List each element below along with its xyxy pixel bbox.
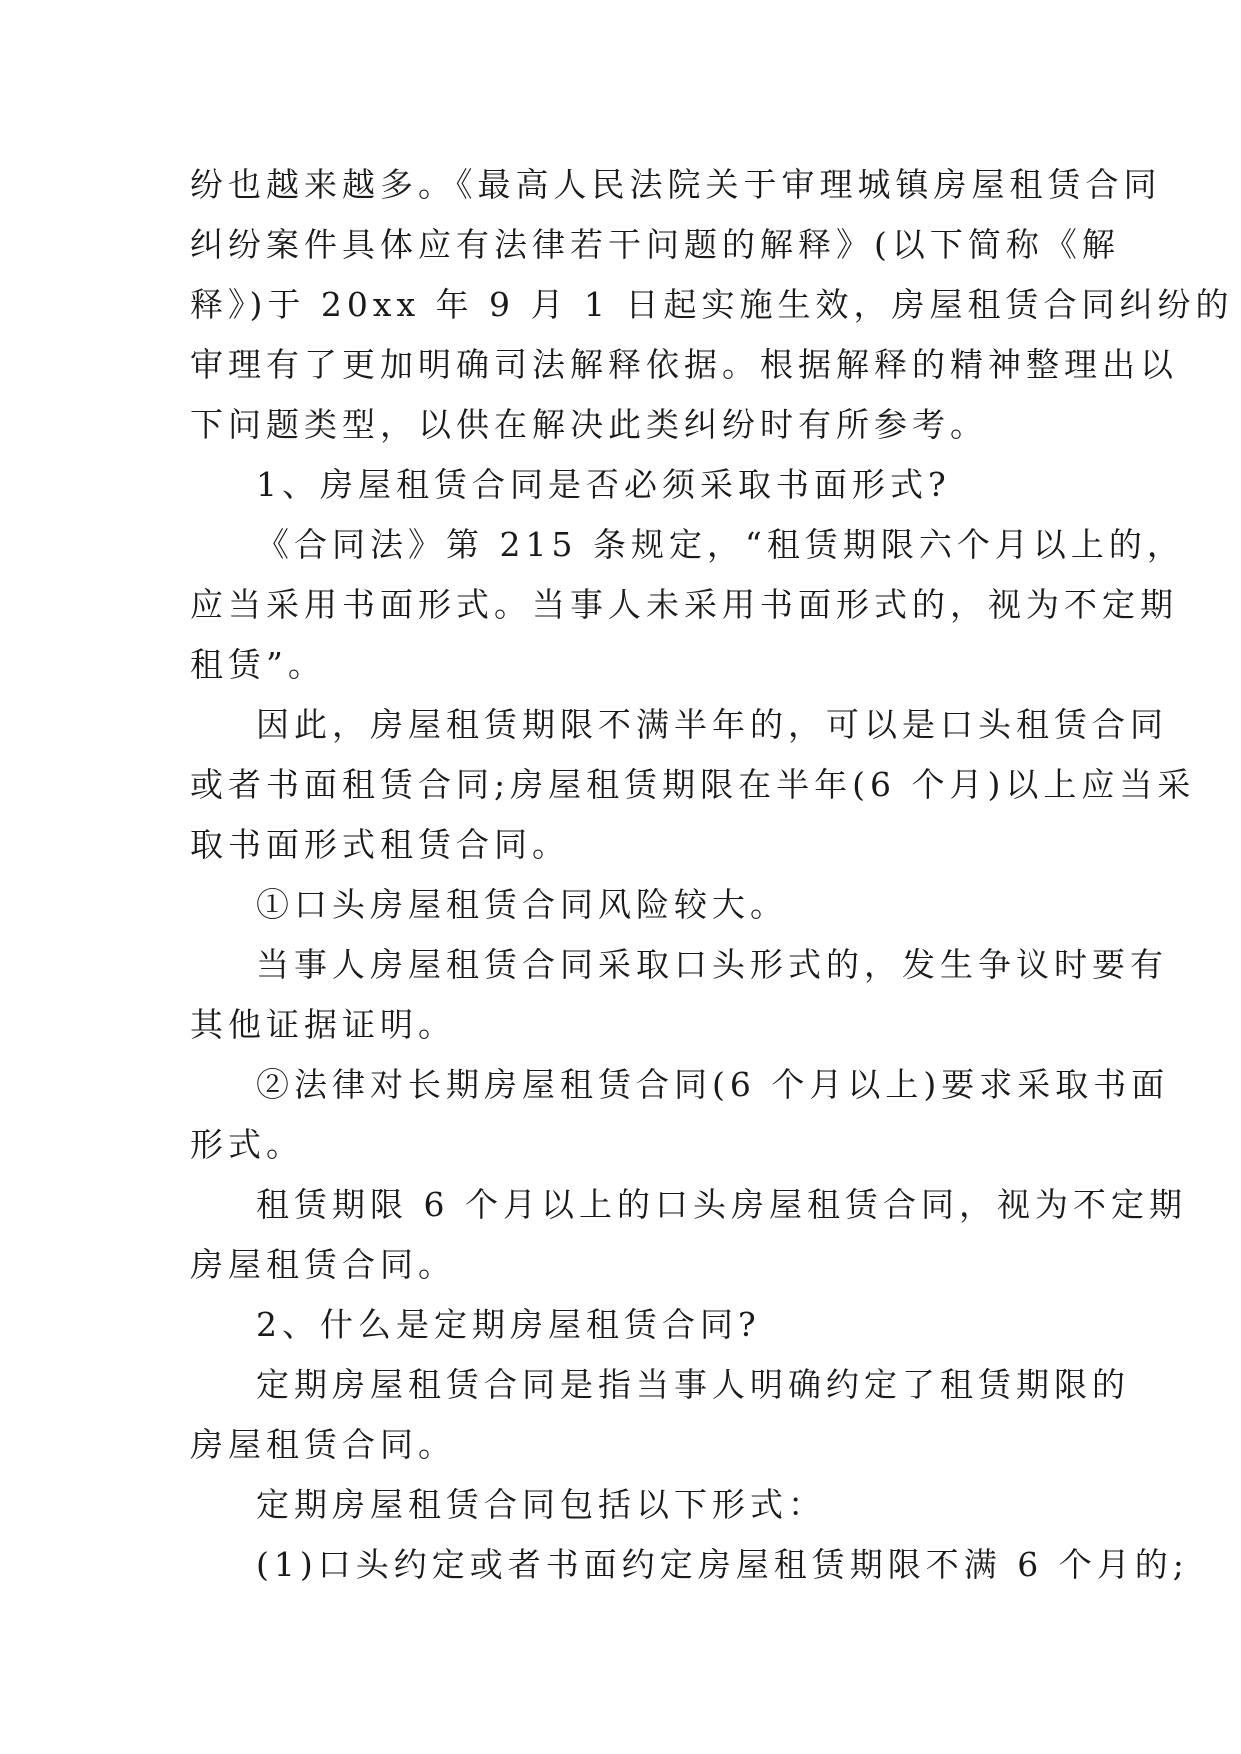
text-line-7: 《合同法》第 215 条规定，“租赁期限六个月以上的， <box>256 525 1185 564</box>
section-heading-2: 2、什么是定期房屋租赁合同? <box>256 1305 761 1344</box>
text-line-15: 其他证据证明。 <box>190 1005 456 1044</box>
text-line-2: 纠纷案件具体应有法律若干问题的解释》(以下简称《解 <box>190 225 1120 264</box>
text-line-23: 定期房屋租赁合同包括以下形式： <box>256 1485 826 1524</box>
list-item-circled-1: ①口头房屋租赁合同风险较大。 <box>256 885 788 924</box>
text-line-22: 房屋租赁合同。 <box>190 1425 456 1464</box>
text-line-18: 租赁期限 6 个月以上的口头房屋租赁合同，视为不定期 <box>256 1185 1187 1224</box>
list-item-circled-2: ②法律对长期房屋租赁合同(6 个月以上)要求采取书面 <box>256 1065 1170 1104</box>
text-line-9: 租赁”。 <box>190 645 326 684</box>
text-line-3: 释》)于 20xx 年 9 月 1 日起实施生效，房屋租赁合同纠纷的 <box>190 285 1234 324</box>
text-line-1: 纷也越来越多。《最高人民法院关于审理城镇房屋租赁合同 <box>190 165 1162 204</box>
text-line-10: 因此，房屋租赁期限不满半年的，可以是口头租赁合同 <box>256 705 1168 744</box>
text-line-4: 审理有了更加明确司法解释依据。根据解释的精神整理出以 <box>190 345 1178 384</box>
section-heading-1: 1、房屋租赁合同是否必须采取书面形式? <box>256 465 951 504</box>
text-line-17: 形式。 <box>190 1125 304 1164</box>
text-line-19: 房屋租赁合同。 <box>190 1245 456 1284</box>
list-item-paren-1: (1)口头约定或者书面约定房屋租赁期限不满 6 个月的; <box>256 1545 1189 1584</box>
text-line-12: 取书面形式租赁合同。 <box>190 825 570 864</box>
text-line-5: 下问题类型，以供在解决此类纠纷时有所参考。 <box>190 405 988 444</box>
text-line-11: 或者书面租赁合同;房屋租赁期限在半年(6 个月)以上应当采 <box>190 765 1196 804</box>
text-line-14: 当事人房屋租赁合同采取口头形式的，发生争议时要有 <box>256 945 1168 984</box>
text-line-8: 应当采用书面形式。当事人未采用书面形式的，视为不定期 <box>190 585 1178 624</box>
text-line-21: 定期房屋租赁合同是指当事人明确约定了租赁期限的 <box>256 1365 1130 1404</box>
document-page <box>190 155 1234 1595</box>
